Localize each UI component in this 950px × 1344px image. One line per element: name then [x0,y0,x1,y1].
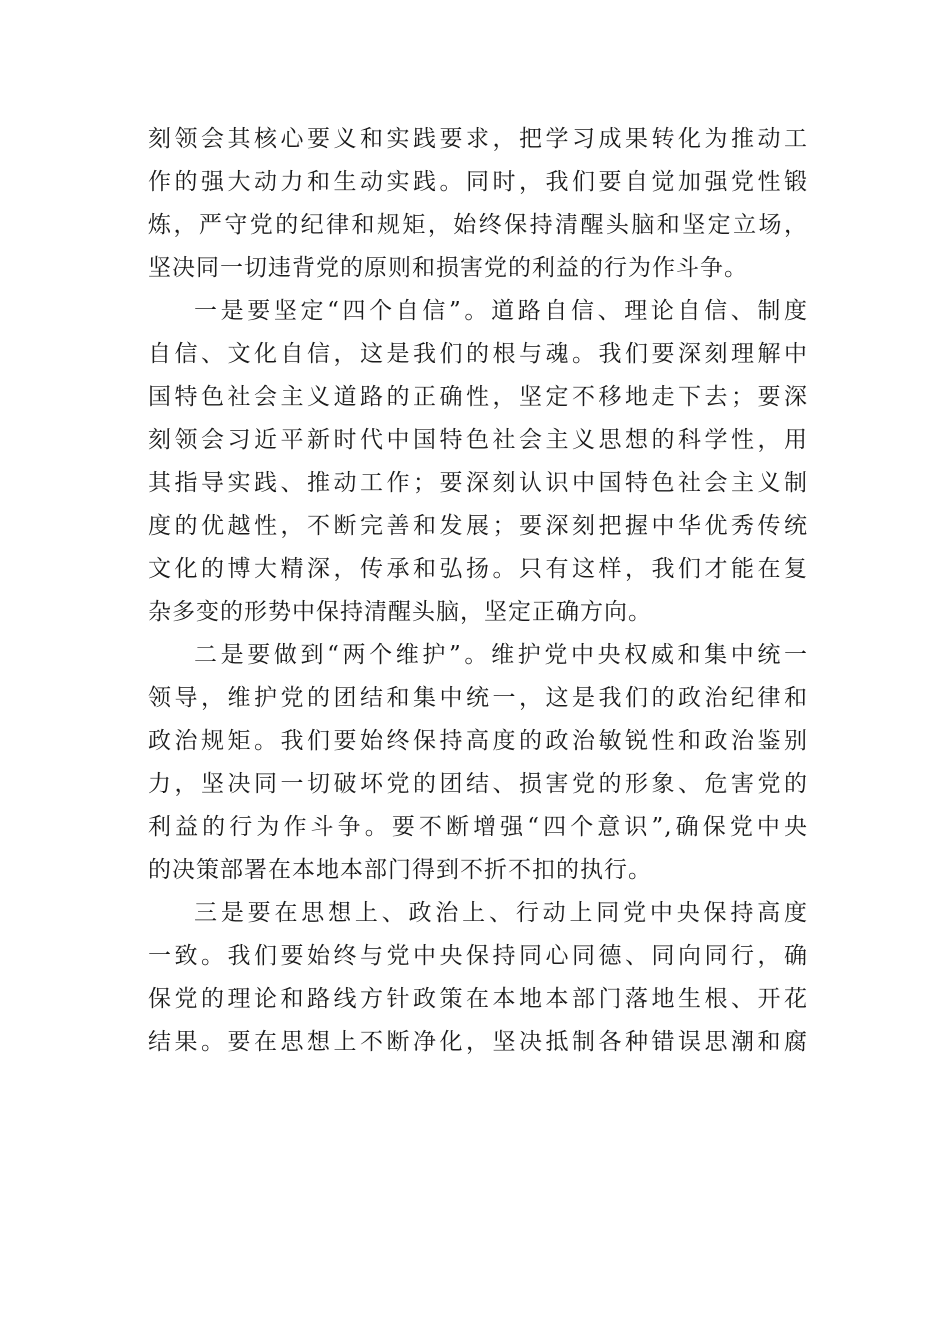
text-line: 二是要做到“两个维护”。维护党中央权威和集中统一 [194,642,808,668]
text-line: 保党的理论和路线方针政策在本地本部门落地生根、开花 [148,986,808,1012]
text-line: 一是要坚定“四个自信”。道路自信、理论自信、制度 [194,298,808,324]
text-line: 刻领会习近平新时代中国特色社会主义思想的科学性，用 [148,427,808,453]
text-line: 作的强大动力和生动实践。同时，我们要自觉加强党性锻 [148,169,808,195]
paragraph-two-upholds [148,634,808,892]
text-line: 炼，严守党的纪律和规矩，始终保持清醒头脑和坚定立场， [148,212,808,238]
body-text [148,118,808,1064]
paragraph-keep-consistent [148,892,808,1064]
text-line: 杂多变的形势中保持清醒头脑，坚定正确方向。 [148,599,652,625]
text-line: 国特色社会主义道路的正确性，坚定不移地走下去；要深 [148,384,808,410]
text-line: 三是要在思想上、政治上、行动上同党中央保持高度 [194,900,808,926]
text-line: 结果。要在思想上不断净化，坚决抵制各种错误思潮和腐 [148,1029,808,1055]
text-line: 领导，维护党的团结和集中统一，这是我们的政治纪律和 [148,685,808,711]
text-line: 的决策部署在本地本部门得到不折不扣的执行。 [148,857,652,883]
text-line: 力，坚决同一切破坏党的团结、损害党的形象、危害党的 [148,771,808,797]
text-line: 自信、文化自信，这是我们的根与魂。我们要深刻理解中 [148,341,808,367]
text-line: 文化的博大精深，传承和弘扬。只有这样，我们才能在复 [148,556,808,582]
paragraph-continuation [148,118,808,290]
text-line: 刻领会其核心要义和实践要求，把学习成果转化为推动工 [148,126,808,152]
text-line: 利益的行为作斗争。要不断增强“四个意识”,确保党中央 [148,814,808,840]
text-line: 其指导实践、推动工作；要深刻认识中国特色社会主义制 [148,470,808,496]
paragraph-four-confidences [148,290,808,634]
text-line: 度的优越性，不断完善和发展；要深刻把握中华优秀传统 [148,513,808,539]
text-line: 一致。我们要始终与党中央保持同心同德、同向同行，确 [148,943,808,969]
text-line: 政治规矩。我们要始终保持高度的政治敏锐性和政治鉴别 [148,728,808,754]
text-line: 坚决同一切违背党的原则和损害党的利益的行为作斗争。 [148,255,748,281]
